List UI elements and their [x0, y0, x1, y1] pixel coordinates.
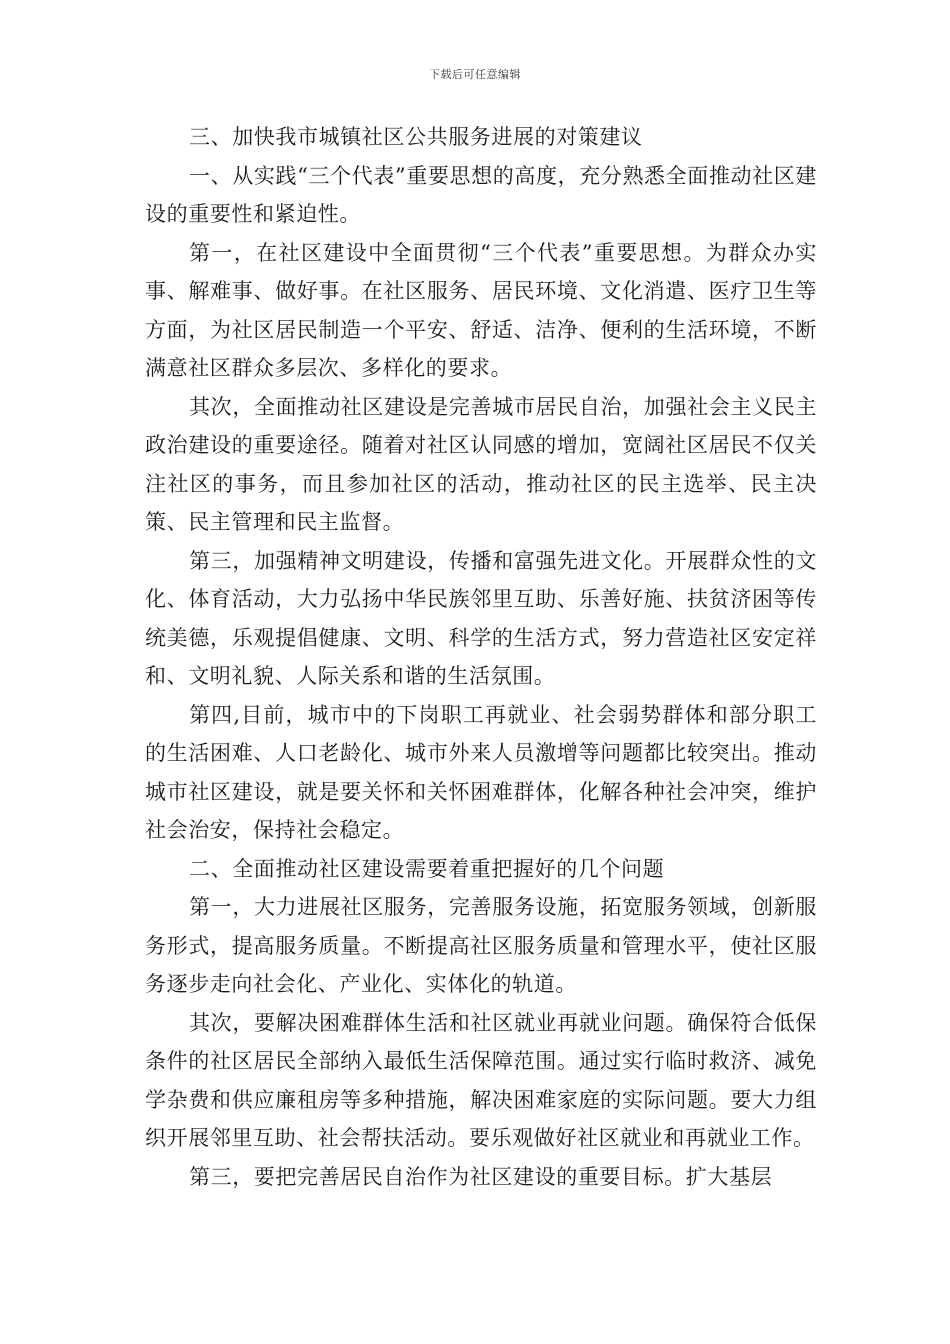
- document-body: [145, 118, 817, 1196]
- paragraph: 其次，全面推动社区建设是完善城市居民自治，加强社会主义民主政治建设的重要途径。随着对社区认同感的增加，宽阔社区居民不仅关注社区的事务，而且参加社区的活动，推动社区的民主选举、民主决策、民主管理和民主监督。: [145, 394, 817, 534]
- paragraph: 第三，要把完善居民自治作为社区建设的重要目标。扩大基层: [189, 1164, 773, 1189]
- paragraph: 第四,目前，城市中的下岗职工再就业、社会弱势群体和部分职工的生活困难、人口老龄化、城市外来人员激增等问题都比较突出。推动城市社区建设，就是要关怀和关怀困难群体，化解各种社会冲突，维护社会治安，保持社会稳定。: [145, 702, 817, 842]
- paragraph: 第三，加强精神文明建设，传播和富强先进文化。开展群众性的文化、体育活动，大力弘扬中华民族邻里互助、乐善好施、扶贫济困等传统美德，乐观提倡健康、文明、科学的生活方式，努力营造社区安定祥和、文明礼貌、人际关系和谐的生活氛围。: [145, 548, 817, 688]
- section-heading: 三、加快我市城镇社区公共服务进展的对策建议: [189, 125, 643, 149]
- paragraph: 第一，在社区建设中全面贯彻“三个代表”重要思想。为群众办实事、解难事、做好事。在社区服务、居民环境、文化消遣、医疗卫生等方面，为社区居民制造一个平安、舒适、洁净、便利的生活环境，不断满意社区群众多层次、多样化的要求。: [145, 240, 817, 380]
- section-heading: 二、全面推动社区建设需要着重把握好的几个问题: [189, 856, 665, 881]
- page-header: 下载后可任意编辑: [429, 68, 521, 81]
- paragraph: 其次，要解决困难群体生活和社区就业再就业问题。确保符合低保条件的社区居民全部纳入最低生活保障范围。通过实行临时救济、减免学杂费和供应廉租房等多种措施，解决困难家庭的实际问题。要大力组织开展邻里互助、社会帮扶活动。要乐观做好社区就业和再就业工作。: [145, 1010, 817, 1150]
- paragraph: 第一，大力进展社区服务，完善服务设施，拓宽服务领域，创新服务形式，提高服务质量。不断提高社区服务质量和管理水平，使社区服务逐步走向社会化、产业化、实体化的轨道。: [145, 895, 817, 996]
- paragraph: 一、从实践“三个代表”重要思想的高度，充分熟悉全面推动社区建设的重要性和紧迫性。: [145, 163, 817, 226]
